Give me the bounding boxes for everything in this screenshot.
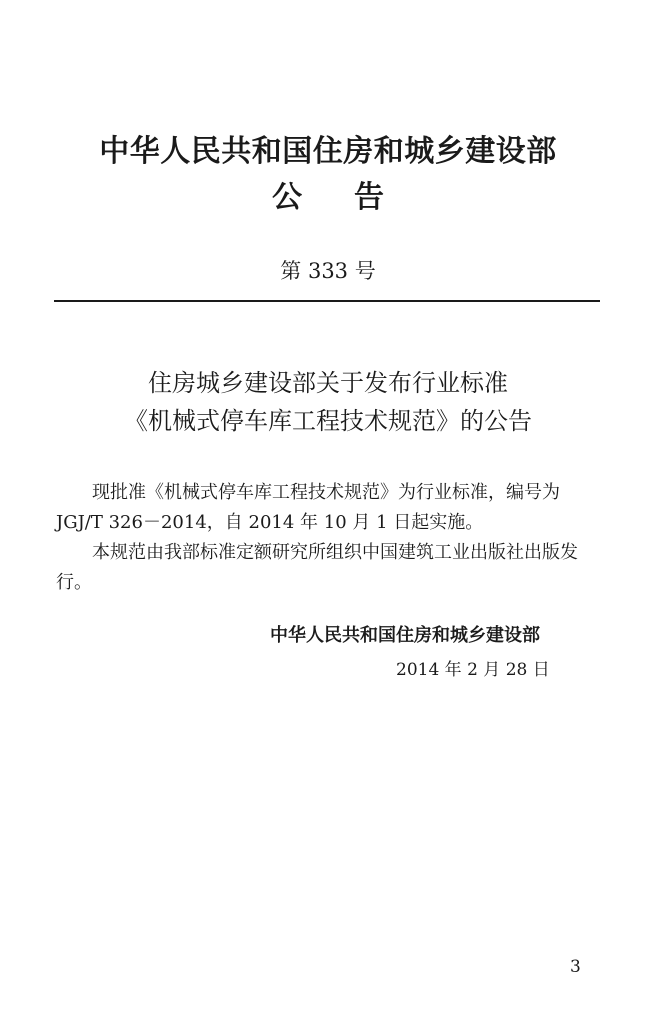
body-paragraph-approval: 现批准《机械式停车库工程技术规范》为行业标准，编号为 JGJ/T 326－2014，自 2014 年 10 月 1 日起实施。 <box>56 482 560 533</box>
page-number: 3 <box>570 957 581 977</box>
body-paragraph-publication: 本规范由我部标准定额研究所组织中国建筑工业出版社出版发行。 <box>56 542 578 593</box>
header-divider <box>54 300 600 302</box>
announcement-title: 公告 <box>272 180 436 215</box>
announcement-number: 第 333 号 <box>280 259 376 283</box>
signature-date: 2014 年 2 月 28 日 <box>396 660 550 680</box>
ministry-title: 中华人民共和国住房和城乡建设部 <box>99 134 557 169</box>
signature-issuer: 中华人民共和国住房和城乡建设部 <box>270 625 540 646</box>
subject-line-1: 住房城乡建设部关于发布行业标准 <box>148 369 508 397</box>
subject-line-2: 《机械式停车库工程技术规范》的公告 <box>124 407 532 435</box>
